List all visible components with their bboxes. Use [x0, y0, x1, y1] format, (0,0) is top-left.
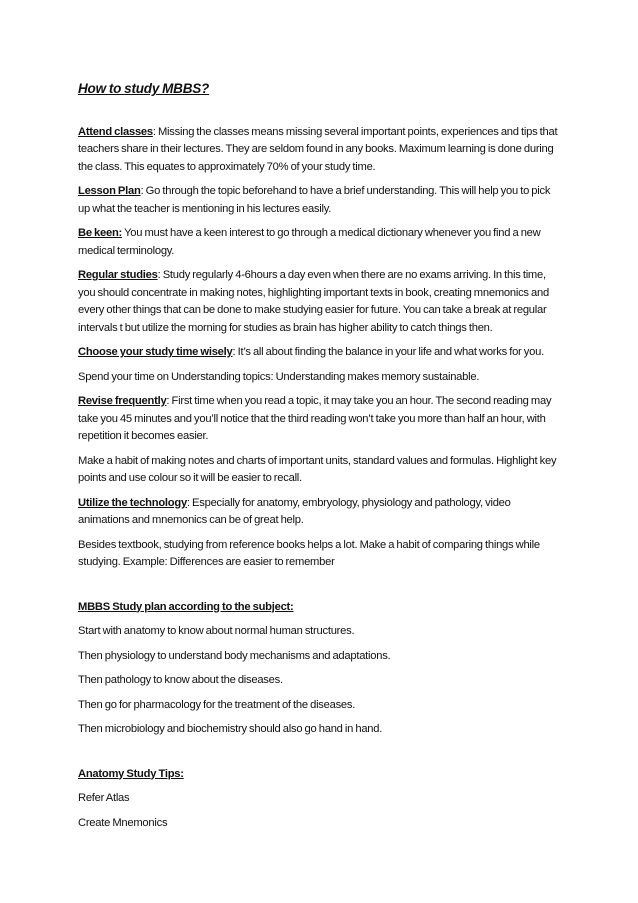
paragraph-text: Besides textbook, studying from reference books helps a lot. Make a habit of comparing things while studying. Example: Differences are easier to remember [78, 538, 540, 568]
study-plan-item: Then physiology to understand body mechanisms and adaptations. [78, 649, 391, 662]
study-plan-heading: MBBS Study plan according to the subject: [78, 600, 294, 613]
paragraph-label: Attend classes [78, 125, 153, 138]
paragraph-text: Spend your time on Understanding topics: Understanding makes memory sustainable. [78, 370, 480, 383]
paragraph-text: : Go through the topic beforehand to have a brief understanding. This will help you to pick up what the teacher is mentioning in his lectures easily. [78, 185, 551, 215]
paragraph-attend-classes [78, 124, 564, 177]
paragraph-regular-studies [78, 267, 564, 337]
paragraph-text: Make a habit of making notes and charts of important units, standard values and formulas. Highlight key points and use colour so it will be easier to recall. [78, 454, 557, 484]
paragraph-technology [78, 495, 564, 530]
anatomy-tip-item: Create Mnemonics [78, 816, 168, 829]
paragraph-label: Utilize the technology [78, 496, 187, 509]
paragraph-text: : Missing the classes means missing several important points, experiences and tips that teachers share in their lectures. They are seldom found in any books. Maximum learning is done during the class. This equates to approximately 70% of your study time. [78, 125, 558, 173]
paragraph-study-time [78, 344, 564, 362]
document-content [78, 80, 564, 839]
paragraph-reference-books [78, 537, 564, 572]
paragraph-be-keen [78, 225, 564, 260]
paragraph-revise [78, 393, 564, 446]
paragraph-label: Choose your study time wisely [78, 346, 233, 358]
paragraph-notes-habit [78, 453, 564, 488]
paragraph-text: : First time when you read a topic, it may take you an hour. The second reading may take you 45 minutes and you’ll notice that the third reading won’t take you more than half an hour, with repetition it becomes easier. [78, 395, 552, 442]
document-title: How to study MBBS? [78, 81, 210, 96]
paragraph-text: : Study regularly 4-6hours a day even when there are no exams arriving. In this time, you should concentrate in making notes, highlighting important texts in book, creating mnemonics and every other things that can be done to make studying easier for future. You can take a break at regular intervals t but utilize the morning for studies as brain has higher ability to catch things then. [78, 269, 549, 334]
paragraph-label: Lesson Plan [78, 185, 141, 197]
study-plan-item: Then microbiology and biochemistry should also go hand in hand. [78, 723, 383, 735]
paragraph-label: Revise frequently [78, 395, 167, 407]
paragraph-understanding [78, 369, 564, 387]
study-plan-item: Start with anatomy to know about normal human structures. [78, 625, 355, 637]
paragraph-label: Be keen: [78, 227, 123, 239]
paragraph-text: You must have a keen interest to go through a medical dictionary whenever you find a new medical terminology. [78, 227, 541, 257]
anatomy-tips-heading: Anatomy Study Tips: [78, 767, 184, 780]
study-plan-item: Then pathology to know about the diseases. [78, 674, 283, 686]
paragraph-label: Regular studies [78, 269, 158, 281]
anatomy-tip-item: Refer Atlas [78, 792, 130, 804]
study-plan-item: Then go for pharmacology for the treatment of the diseases. [78, 698, 356, 711]
paragraph-text: : Especially for anatomy, embryology, physiology and pathology, video animations and mnemonics can be of great help. [78, 496, 511, 526]
paragraph-text: : It’s all about finding the balance in your life and what works for you. [232, 346, 544, 358]
paragraph-lesson-plan [78, 183, 564, 218]
